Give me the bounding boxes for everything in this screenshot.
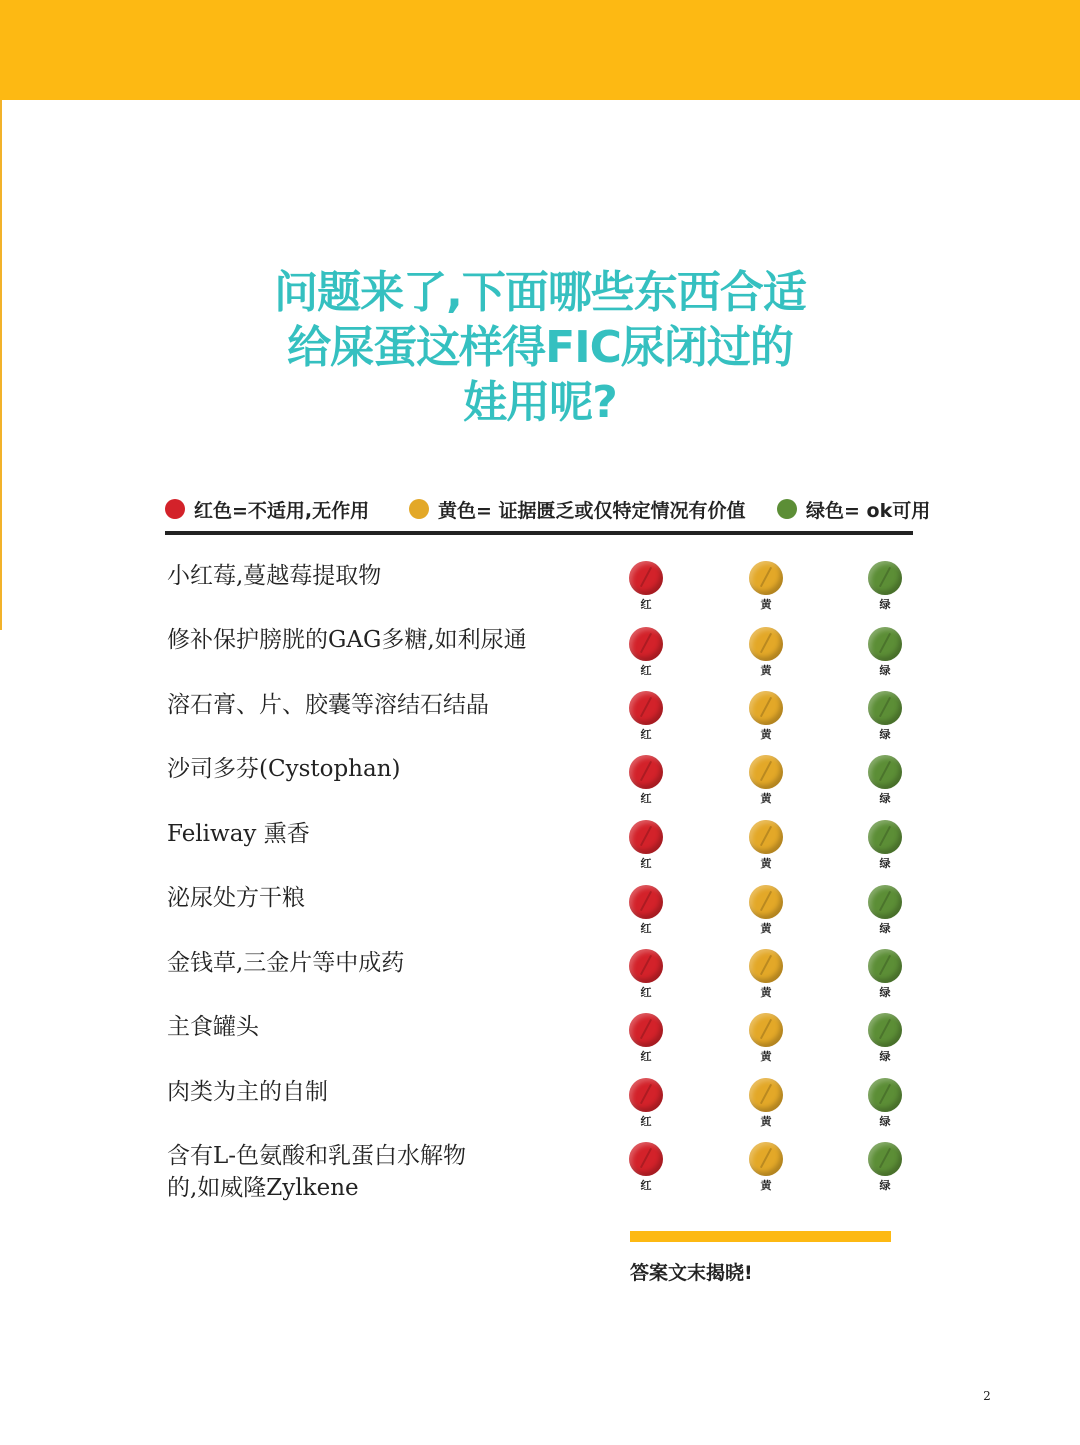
red-choice [616, 820, 676, 871]
item-label-line: 泌尿处方干粮 [167, 885, 305, 911]
red-choice [616, 1142, 676, 1193]
red-choice [616, 1078, 676, 1129]
page-title [140, 265, 940, 430]
green-pill-caption: 绿 [879, 1115, 891, 1128]
red-choice [616, 691, 676, 742]
red-choice [616, 1013, 676, 1064]
green-choice [855, 820, 915, 871]
left-edge-accent [0, 100, 2, 630]
red-pill-caption: 红 [640, 857, 652, 870]
yellow-choice [736, 885, 796, 936]
red-pill-icon [629, 755, 663, 789]
item-label [167, 1011, 587, 1043]
red-dot-icon [165, 499, 185, 519]
yellow-pill-icon [749, 885, 783, 919]
item-label-line: 沙司多芬(Cystophan) [167, 756, 401, 782]
red-pill-caption: 红 [640, 792, 652, 805]
legend-label: 黄色= 证据匮乏或仅特定情况有价值 [438, 499, 746, 522]
yellow-pill-caption: 黄 [760, 986, 772, 999]
green-pill-icon [868, 820, 902, 854]
green-choice [855, 949, 915, 1000]
item-label [167, 689, 587, 721]
answer-note: 答案文末揭晓! [630, 1262, 753, 1284]
green-choice [855, 561, 915, 612]
yellow-pill-caption: 黄 [760, 1115, 772, 1128]
list-item [0, 882, 1080, 946]
red-pill-caption: 红 [640, 1115, 652, 1128]
list-item [0, 560, 1080, 624]
green-pill-caption: 绿 [879, 792, 891, 805]
yellow-choice [736, 1142, 796, 1193]
green-pill-caption: 绿 [879, 598, 891, 611]
yellow-pill-icon [749, 561, 783, 595]
legend-item-red [165, 494, 369, 524]
item-label-line: 的,如威隆Zylkene [167, 1175, 359, 1201]
title-line: 给屎蛋这样得FIC尿闭过的 [287, 322, 793, 373]
green-pill-caption: 绿 [879, 664, 891, 677]
yellow-pill-icon [749, 627, 783, 661]
green-choice [855, 1013, 915, 1064]
yellow-pill-caption: 黄 [760, 1050, 772, 1063]
green-pill-caption: 绿 [879, 857, 891, 870]
yellow-pill-caption: 黄 [760, 792, 772, 805]
yellow-pill-caption: 黄 [760, 598, 772, 611]
green-choice [855, 885, 915, 936]
yellow-choice [736, 1013, 796, 1064]
green-pill-icon [868, 1013, 902, 1047]
green-choice [855, 755, 915, 806]
green-pill-icon [868, 561, 902, 595]
red-pill-caption: 红 [640, 1050, 652, 1063]
answer-bar [630, 1231, 891, 1242]
green-pill-caption: 绿 [879, 1179, 891, 1192]
green-pill-caption: 绿 [879, 986, 891, 999]
yellow-choice [736, 949, 796, 1000]
page-number: 2 [983, 1389, 991, 1403]
item-label [167, 753, 587, 785]
legend-item-yellow [409, 494, 746, 524]
green-pill-icon [868, 949, 902, 983]
legend-divider [165, 531, 913, 535]
list-item [0, 1140, 1080, 1204]
yellow-choice [736, 755, 796, 806]
red-pill-caption: 红 [640, 922, 652, 935]
item-label-line: 溶石膏、片、胶囊等溶结石结晶 [167, 692, 489, 718]
green-choice [855, 1078, 915, 1129]
red-pill-icon [629, 691, 663, 725]
green-pill-icon [868, 691, 902, 725]
yellow-choice [736, 627, 796, 678]
yellow-pill-icon [749, 949, 783, 983]
yellow-pill-icon [749, 820, 783, 854]
title-line: 娃用呢? [463, 377, 617, 428]
red-pill-icon [629, 885, 663, 919]
color-legend [165, 494, 931, 524]
title-line: 问题来了,下面哪些东西合适 [274, 267, 806, 318]
item-label [167, 882, 587, 914]
item-label-line: 金钱草,三金片等中成药 [167, 950, 405, 976]
green-choice [855, 627, 915, 678]
green-pill-icon [868, 1142, 902, 1176]
red-pill-caption: 红 [640, 664, 652, 677]
item-label-line: 肉类为主的自制 [167, 1079, 328, 1105]
list-item [0, 624, 1080, 688]
green-pill-caption: 绿 [879, 1050, 891, 1063]
item-label [167, 560, 587, 592]
item-label [167, 1076, 587, 1108]
yellow-choice [736, 820, 796, 871]
red-choice [616, 885, 676, 936]
list-item [0, 689, 1080, 753]
red-pill-caption: 红 [640, 728, 652, 741]
legend-label: 红色=不适用,无作用 [194, 499, 370, 522]
list-item [0, 947, 1080, 1011]
yellow-choice [736, 1078, 796, 1129]
yellow-pill-caption: 黄 [760, 664, 772, 677]
yellow-pill-caption: 黄 [760, 922, 772, 935]
yellow-pill-icon [749, 1078, 783, 1112]
green-pill-icon [868, 627, 902, 661]
item-label-line: 小红莓,蔓越莓提取物 [167, 563, 382, 589]
red-pill-icon [629, 820, 663, 854]
red-pill-icon [629, 1142, 663, 1176]
green-pill-icon [868, 1078, 902, 1112]
green-pill-icon [868, 755, 902, 789]
red-pill-icon [629, 1078, 663, 1112]
red-pill-caption: 红 [640, 986, 652, 999]
yellow-pill-caption: 黄 [760, 857, 772, 870]
item-label-line: Feliway 熏香 [167, 821, 310, 847]
green-pill-icon [868, 885, 902, 919]
red-choice [616, 627, 676, 678]
green-pill-caption: 绿 [879, 728, 891, 741]
item-label [167, 1140, 587, 1204]
item-label [167, 624, 587, 656]
yellow-pill-icon [749, 1142, 783, 1176]
red-pill-icon [629, 1013, 663, 1047]
yellow-pill-caption: 黄 [760, 1179, 772, 1192]
item-label-line: 主食罐头 [167, 1014, 259, 1040]
red-pill-caption: 红 [640, 598, 652, 611]
red-pill-icon [629, 561, 663, 595]
list-item [0, 753, 1080, 817]
yellow-pill-icon [749, 755, 783, 789]
red-pill-icon [629, 627, 663, 661]
red-choice [616, 755, 676, 806]
yellow-choice [736, 691, 796, 742]
item-label-line: 含有L-色氨酸和乳蛋白水解物 [167, 1143, 467, 1169]
legend-label: 绿色= ok可用 [806, 499, 931, 522]
list-item [0, 1076, 1080, 1140]
green-choice [855, 691, 915, 742]
green-pill-caption: 绿 [879, 922, 891, 935]
green-choice [855, 1142, 915, 1193]
top-color-band [0, 0, 1080, 100]
yellow-choice [736, 561, 796, 612]
yellow-dot-icon [409, 499, 429, 519]
red-choice [616, 949, 676, 1000]
red-pill-icon [629, 949, 663, 983]
red-choice [616, 561, 676, 612]
item-label-line: 修补保护膀胱的GAG多糖,如利尿通 [167, 627, 527, 653]
red-pill-caption: 红 [640, 1179, 652, 1192]
item-label [167, 947, 587, 979]
legend-item-green [777, 494, 930, 524]
yellow-pill-icon [749, 691, 783, 725]
list-item [0, 818, 1080, 882]
yellow-pill-caption: 黄 [760, 728, 772, 741]
list-item [0, 1011, 1080, 1075]
yellow-pill-icon [749, 1013, 783, 1047]
item-label [167, 818, 587, 850]
green-dot-icon [777, 499, 797, 519]
